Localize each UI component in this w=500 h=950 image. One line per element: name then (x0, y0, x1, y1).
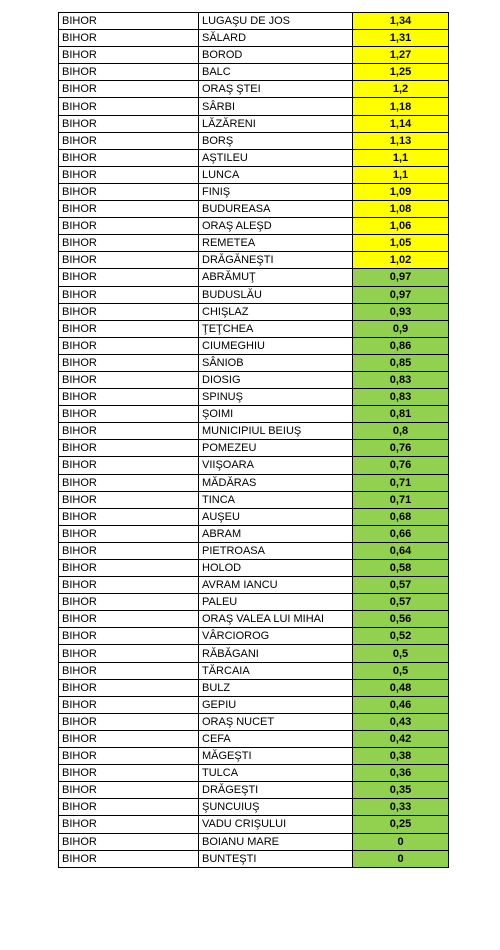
locality-cell: PIETROASA (199, 542, 353, 559)
locality-cell: REMETEA (199, 235, 353, 252)
value-cell: 0,57 (353, 594, 449, 611)
table-row (59, 713, 449, 730)
value-cell: 0,42 (353, 730, 449, 747)
table-row (59, 799, 449, 816)
table-row (59, 679, 449, 696)
locality-cell: ŞUNCUIUŞ (199, 799, 353, 816)
table-row (59, 542, 449, 559)
locality-cell: ŢEŢCHEA (199, 320, 353, 337)
value-cell: 0,93 (353, 303, 449, 320)
table-row (59, 354, 449, 371)
table-row (59, 371, 449, 388)
county-cell: BIHOR (59, 252, 199, 269)
value-cell: 0,85 (353, 354, 449, 371)
county-cell: BIHOR (59, 183, 199, 200)
table-row (59, 13, 449, 30)
value-cell: 0,83 (353, 371, 449, 388)
value-cell: 0,35 (353, 782, 449, 799)
county-cell: BIHOR (59, 799, 199, 816)
table-row (59, 201, 449, 218)
table-row (59, 440, 449, 457)
county-cell: BIHOR (59, 371, 199, 388)
table-row (59, 645, 449, 662)
locality-cell: BULZ (199, 679, 353, 696)
table-row (59, 662, 449, 679)
table-row (59, 816, 449, 833)
value-cell: 1,08 (353, 201, 449, 218)
table-row (59, 115, 449, 132)
county-cell: BIHOR (59, 286, 199, 303)
table-row (59, 183, 449, 200)
table-row (59, 286, 449, 303)
table-row (59, 252, 449, 269)
value-cell: 1,18 (353, 98, 449, 115)
table-row (59, 81, 449, 98)
locality-cell: ABRAM (199, 525, 353, 542)
value-cell: 1,27 (353, 47, 449, 64)
value-cell: 0,64 (353, 542, 449, 559)
locality-cell: VADU CRIŞULUI (199, 816, 353, 833)
value-cell: 0,76 (353, 457, 449, 474)
county-cell: BIHOR (59, 679, 199, 696)
county-cell: BIHOR (59, 98, 199, 115)
locality-cell: MĂDĂRAS (199, 474, 353, 491)
county-cell: BIHOR (59, 748, 199, 765)
locality-cell: PALEU (199, 594, 353, 611)
locality-cell: ŞOIMI (199, 406, 353, 423)
county-cell: BIHOR (59, 337, 199, 354)
table-row (59, 525, 449, 542)
locality-cell: GEPIU (199, 696, 353, 713)
county-cell: BIHOR (59, 423, 199, 440)
locality-cell: SĂLARD (199, 30, 353, 47)
locality-cell: AVRAM IANCU (199, 577, 353, 594)
locality-cell: SPINUŞ (199, 389, 353, 406)
county-cell: BIHOR (59, 303, 199, 320)
county-cell: BIHOR (59, 166, 199, 183)
locality-cell: BUDUSLĂU (199, 286, 353, 303)
value-cell: 0,43 (353, 713, 449, 730)
locality-cell: ORAŞ ŞTEI (199, 81, 353, 98)
table-row (59, 457, 449, 474)
value-cell: 0,5 (353, 645, 449, 662)
value-cell: 0,68 (353, 508, 449, 525)
county-cell: BIHOR (59, 47, 199, 64)
locality-cell: ORAŞ NUCET (199, 713, 353, 730)
table-row (59, 748, 449, 765)
table-row (59, 235, 449, 252)
locality-cell: RĂBĂGANI (199, 645, 353, 662)
value-cell: 0,46 (353, 696, 449, 713)
county-cell: BIHOR (59, 235, 199, 252)
county-cell: BIHOR (59, 457, 199, 474)
value-cell: 1,2 (353, 81, 449, 98)
county-cell: BIHOR (59, 269, 199, 286)
value-cell: 0,66 (353, 525, 449, 542)
table-body (59, 13, 449, 868)
county-cell: BIHOR (59, 354, 199, 371)
locality-cell: CHIŞLAZ (199, 303, 353, 320)
locality-cell: LUGAŞU DE JOS (199, 13, 353, 30)
locality-cell: CIUMEGHIU (199, 337, 353, 354)
locality-table (58, 12, 449, 868)
value-cell: 1,13 (353, 132, 449, 149)
county-cell: BIHOR (59, 645, 199, 662)
value-cell: 0,71 (353, 474, 449, 491)
county-cell: BIHOR (59, 474, 199, 491)
value-cell: 1,1 (353, 166, 449, 183)
value-cell: 0,76 (353, 440, 449, 457)
table-row (59, 149, 449, 166)
county-cell: BIHOR (59, 149, 199, 166)
locality-cell: TINCA (199, 491, 353, 508)
locality-cell: LĂZĂRENI (199, 115, 353, 132)
locality-cell: TĂRCAIA (199, 662, 353, 679)
value-cell: 0,71 (353, 491, 449, 508)
table-row (59, 30, 449, 47)
table-row (59, 782, 449, 799)
county-cell: BIHOR (59, 816, 199, 833)
value-cell: 1,31 (353, 30, 449, 47)
county-cell: BIHOR (59, 201, 199, 218)
county-cell: BIHOR (59, 713, 199, 730)
locality-cell: BALC (199, 64, 353, 81)
locality-cell: SÂRBI (199, 98, 353, 115)
locality-cell: TULCA (199, 765, 353, 782)
table-row (59, 132, 449, 149)
county-cell: BIHOR (59, 577, 199, 594)
table-row (59, 850, 449, 867)
value-cell: 0,83 (353, 389, 449, 406)
locality-cell: SÂNIOB (199, 354, 353, 371)
value-cell: 0,33 (353, 799, 449, 816)
locality-cell: LUNCA (199, 166, 353, 183)
value-cell: 0,97 (353, 269, 449, 286)
table-row (59, 64, 449, 81)
county-cell: BIHOR (59, 320, 199, 337)
value-cell: 1,25 (353, 64, 449, 81)
county-cell: BIHOR (59, 406, 199, 423)
locality-cell: ABRĂMUŢ (199, 269, 353, 286)
locality-cell: POMEZEU (199, 440, 353, 457)
table-row (59, 269, 449, 286)
value-cell: 0,8 (353, 423, 449, 440)
value-cell: 0,86 (353, 337, 449, 354)
locality-cell: BUNTEŞTI (199, 850, 353, 867)
county-cell: BIHOR (59, 833, 199, 850)
value-cell: 0,56 (353, 611, 449, 628)
value-cell: 1,06 (353, 218, 449, 235)
county-cell: BIHOR (59, 508, 199, 525)
table-row (59, 406, 449, 423)
table-row (59, 491, 449, 508)
table-row (59, 577, 449, 594)
table-row (59, 98, 449, 115)
locality-cell: CEFA (199, 730, 353, 747)
county-cell: BIHOR (59, 64, 199, 81)
table-row (59, 508, 449, 525)
table-row (59, 47, 449, 64)
locality-cell: ORAŞ ALEŞD (199, 218, 353, 235)
value-cell: 0,25 (353, 816, 449, 833)
value-cell: 0,48 (353, 679, 449, 696)
value-cell: 0,9 (353, 320, 449, 337)
table-row (59, 765, 449, 782)
value-cell: 0,58 (353, 560, 449, 577)
county-cell: BIHOR (59, 850, 199, 867)
locality-cell: FINIŞ (199, 183, 353, 200)
locality-cell: MUNICIPIUL BEIUŞ (199, 423, 353, 440)
county-cell: BIHOR (59, 611, 199, 628)
county-cell: BIHOR (59, 132, 199, 149)
value-cell: 1,02 (353, 252, 449, 269)
locality-cell: ORAŞ VALEA LUI MIHAI (199, 611, 353, 628)
table-row (59, 594, 449, 611)
table-row (59, 423, 449, 440)
table-row (59, 303, 449, 320)
table-row (59, 611, 449, 628)
county-cell: BIHOR (59, 491, 199, 508)
locality-cell: VIIŞOARA (199, 457, 353, 474)
county-cell: BIHOR (59, 30, 199, 47)
locality-cell: DIOSIG (199, 371, 353, 388)
county-cell: BIHOR (59, 782, 199, 799)
county-cell: BIHOR (59, 560, 199, 577)
county-cell: BIHOR (59, 525, 199, 542)
table-row (59, 320, 449, 337)
county-cell: BIHOR (59, 696, 199, 713)
locality-cell: AUŞEU (199, 508, 353, 525)
value-cell: 1,05 (353, 235, 449, 252)
value-cell: 0,97 (353, 286, 449, 303)
value-cell: 0,52 (353, 628, 449, 645)
locality-cell: AŞTILEU (199, 149, 353, 166)
county-cell: BIHOR (59, 628, 199, 645)
county-cell: BIHOR (59, 440, 199, 457)
value-cell: 0,38 (353, 748, 449, 765)
locality-cell: BORŞ (199, 132, 353, 149)
locality-cell: DRĂGĂNEŞTI (199, 252, 353, 269)
value-cell: 0,81 (353, 406, 449, 423)
county-cell: BIHOR (59, 730, 199, 747)
value-cell: 0,36 (353, 765, 449, 782)
table-row (59, 474, 449, 491)
county-cell: BIHOR (59, 218, 199, 235)
table-row (59, 218, 449, 235)
county-cell: BIHOR (59, 115, 199, 132)
locality-cell: BOROD (199, 47, 353, 64)
locality-cell: DRĂGEŞTI (199, 782, 353, 799)
table-row (59, 166, 449, 183)
table-row (59, 337, 449, 354)
table-row (59, 560, 449, 577)
value-cell: 1,14 (353, 115, 449, 132)
county-cell: BIHOR (59, 662, 199, 679)
county-cell: BIHOR (59, 13, 199, 30)
table-row (59, 833, 449, 850)
value-cell: 0,5 (353, 662, 449, 679)
value-cell: 1,1 (353, 149, 449, 166)
county-cell: BIHOR (59, 389, 199, 406)
table-row (59, 730, 449, 747)
locality-cell: MĂGEŞTI (199, 748, 353, 765)
locality-cell: HOLOD (199, 560, 353, 577)
county-cell: BIHOR (59, 542, 199, 559)
locality-cell: VÂRCIOROG (199, 628, 353, 645)
locality-cell: BUDUREASA (199, 201, 353, 218)
value-cell: 1,34 (353, 13, 449, 30)
locality-cell: BOIANU MARE (199, 833, 353, 850)
county-cell: BIHOR (59, 765, 199, 782)
value-cell: 0,57 (353, 577, 449, 594)
value-cell: 0 (353, 850, 449, 867)
value-cell: 0 (353, 833, 449, 850)
value-cell: 1,09 (353, 183, 449, 200)
table-row (59, 696, 449, 713)
table-row (59, 389, 449, 406)
county-cell: BIHOR (59, 81, 199, 98)
table-row (59, 628, 449, 645)
county-cell: BIHOR (59, 594, 199, 611)
